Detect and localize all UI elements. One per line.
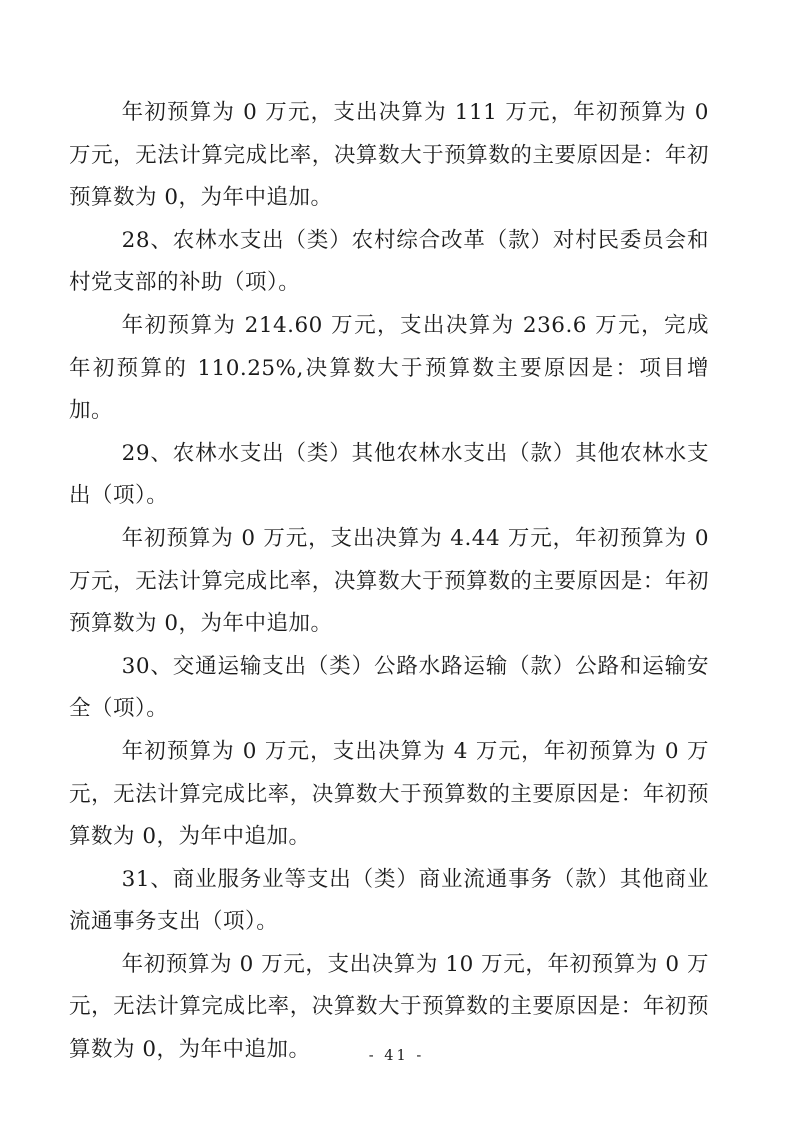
item-28-heading-paragraph: 28、农林水支出（类）农村综合改革（款）对村民委员会和村党支部的补助（项）。 [69,227,709,296]
item-29-budget-note-paragraph: 年初预算为 0 万元，支出决算为 4.44 万元，年初预算为 0 万元，无法计算完成比率，决算数大于预算数的主要原因是：年初预算数为 0，为年中追加。 [69,525,709,637]
document-body [69,92,709,1072]
item-28-budget-note-paragraph: 年初预算为 214.60 万元，支出决算为 236.6 万元，完成年初预算的 110.25%,决算数大于预算数主要原因是：项目增加。 [69,312,709,424]
item-31-budget-note-paragraph: 年初预算为 0 万元，支出决算为 10 万元，年初预算为 0 万元，无法计算完成比率，决算数大于预算数的主要原因是：年初预算数为 0，为年中追加。 [69,951,709,1063]
budget-note-paragraph: 年初预算为 0 万元，支出决算为 111 万元，年初预算为 0 万元，无法计算完成比率，决算数大于预算数的主要原因是：年初预算数为 0，为年中追加。 [69,100,709,211]
item-30-budget-note-paragraph: 年初预算为 0 万元，支出决算为 4 万元，年初预算为 0 万元，无法计算完成比率，决算数大于预算数的主要原因是：年初预算数为 0，为年中追加。 [69,738,709,850]
item-31-heading-paragraph: 31、商业服务业等支出（类）商业流通事务（款）其他商业流通事务支出（项）。 [69,866,709,935]
item-29-heading-paragraph: 29、农林水支出（类）其他农林水支出（款）其他农林水支出（项）。 [69,440,709,509]
page-number: - 41 - [368,1048,425,1064]
item-30-heading-paragraph: 30、交通运输支出（类）公路水路运输（款）公路和运输安全（项）。 [69,653,709,722]
